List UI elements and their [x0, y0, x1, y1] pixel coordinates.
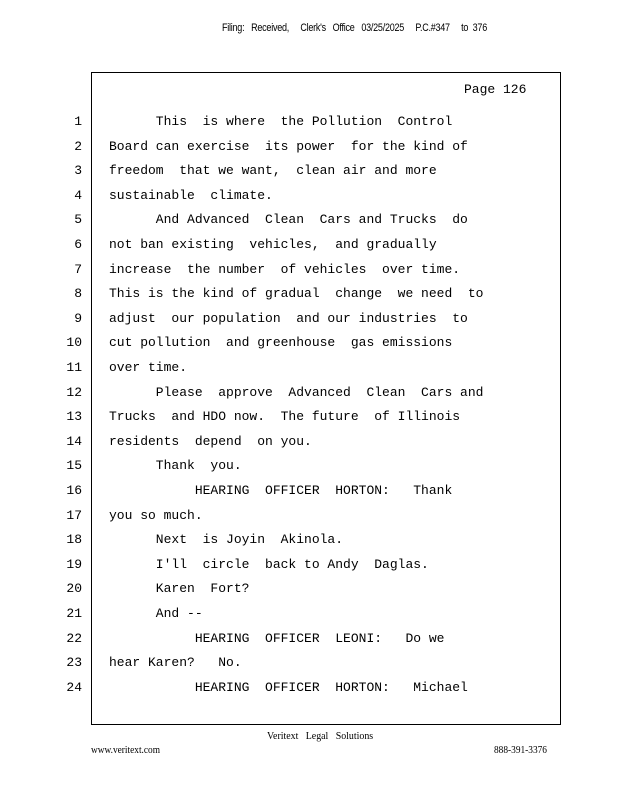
line-text: cut pollution and greenhouse gas emissions — [109, 335, 453, 351]
line-text: increase the number of vehicles over time. — [109, 261, 461, 277]
line-number: 13 — [66, 409, 82, 425]
line-number: 8 — [74, 286, 82, 302]
line-number: 24 — [66, 679, 82, 695]
line-text: residents depend on you. — [109, 433, 312, 449]
line-text: Next is Joyin Akinola. — [109, 532, 344, 548]
line-number: 1 — [74, 114, 82, 129]
line-number: 22 — [66, 630, 82, 646]
line-number: 15 — [66, 458, 82, 474]
line-text: HEARING OFFICER LEONI: Do we — [109, 630, 445, 646]
line-text: hear Karen? No. — [109, 655, 242, 671]
line-number: 19 — [66, 556, 82, 572]
line-number: 11 — [66, 360, 82, 375]
line-text: Karen Fort? — [109, 581, 250, 597]
line-number: 4 — [74, 187, 82, 203]
line-text: HEARING OFFICER HORTON: Michael — [109, 679, 468, 695]
line-number: 9 — [74, 310, 82, 326]
line-text: Thank you. — [109, 458, 242, 474]
line-number: 3 — [74, 163, 82, 179]
line-text: HEARING OFFICER HORTON: Thank — [109, 483, 453, 498]
line-number: 16 — [66, 483, 82, 498]
line-text: adjust our population and our industries to — [109, 310, 468, 326]
line-number: 2 — [74, 138, 82, 154]
line-number: 6 — [74, 237, 82, 252]
line-text: Trucks and HDO now. The future of Illinois — [109, 409, 461, 425]
line-number: 7 — [74, 261, 82, 277]
line-text: you so much. — [109, 507, 203, 523]
line-text: freedom that we want, clean air and more — [109, 163, 437, 179]
line-text: And Advanced Clean Cars and Trucks do — [109, 212, 468, 228]
line-text: over time. — [109, 360, 188, 375]
line-number: 14 — [66, 433, 82, 449]
line-text: This is where the Pollution Control — [109, 114, 453, 129]
line-number: 5 — [74, 212, 82, 228]
line-number: 23 — [66, 655, 82, 671]
line-number: 10 — [66, 335, 82, 351]
line-number: 17 — [66, 507, 82, 523]
line-text: I'll circle back to Andy Daglas. — [109, 556, 429, 572]
line-text: sustainable climate. — [109, 187, 273, 203]
line-text: This is the kind of gradual change we need to — [109, 286, 484, 302]
filing-stamp: Filing: Received, Clerk's Office 03/25/2025 P.C.#347 to 376 — [222, 22, 487, 34]
line-number: 12 — [66, 384, 82, 400]
line-number: 20 — [66, 581, 82, 597]
footer-company: Veritext Legal Solutions — [267, 730, 374, 742]
line-number: 21 — [66, 606, 82, 621]
line-text: Please approve Advanced Clean Cars and — [109, 384, 484, 400]
line-text: Board can exercise its power for the kind of — [109, 138, 468, 154]
line-number: 18 — [66, 532, 82, 548]
page-number: Page 126 — [464, 82, 527, 97]
footer-phone: 888-391-3376 — [494, 744, 547, 756]
footer-website: www.veritext.com — [91, 744, 160, 756]
line-text: And -- — [109, 606, 203, 621]
line-text: not ban existing vehicles, and gradually — [109, 237, 437, 252]
